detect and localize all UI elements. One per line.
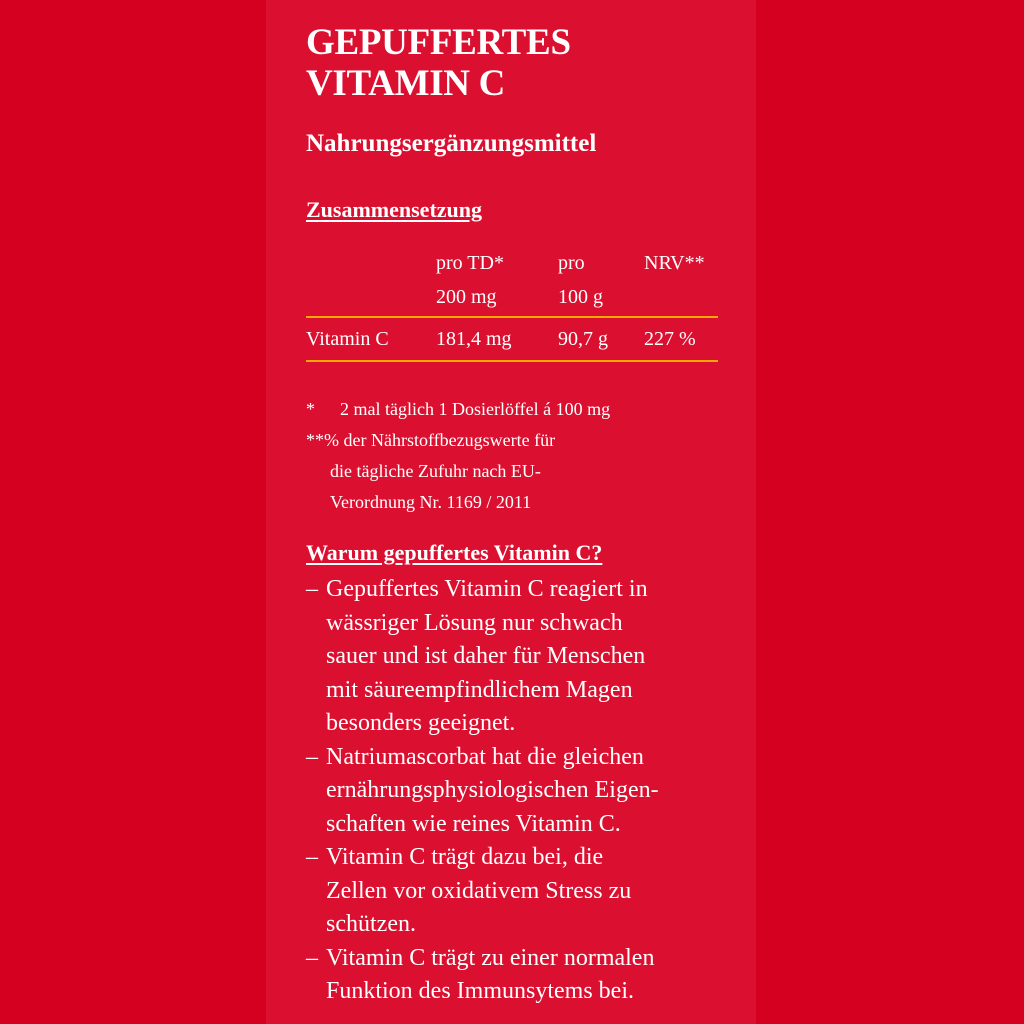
list-item (306, 942, 746, 1009)
footnote-text: die tägliche Zufuhr nach EU- (330, 461, 541, 481)
list-item-line: schaften wie reines Vitamin C. (326, 810, 621, 837)
nrv-percent: 227 % (644, 328, 696, 350)
list-item-line: ernährungsphysiologischen Eigen- (326, 777, 659, 803)
table-header (306, 246, 718, 316)
column-header-nrv: NRV** (644, 252, 705, 274)
nutrient-name: Vitamin C (306, 328, 389, 350)
list-item-line: Zellen vor oxidativem Stress zu (326, 877, 632, 904)
list-item-line: mit säureempfindlichem Magen (326, 676, 633, 703)
bullet-dash: – (306, 743, 318, 770)
composition-heading: Zusammensetzung (306, 197, 483, 222)
amount-per-td: 181,4 mg (436, 328, 512, 350)
title-line: GEPUFFERTES (306, 22, 571, 63)
table-rule-bottom (306, 360, 718, 362)
product-title (306, 22, 746, 104)
title-line: VITAMIN C (306, 63, 506, 104)
list-item-line: wässriger Lösung nur schwach (326, 609, 623, 636)
list-item (306, 573, 746, 741)
list-item-line: Vitamin C trägt zu einer normalen (326, 944, 655, 971)
list-item-line: Funktion des Immunsytems bei. (326, 978, 634, 1004)
footnote (306, 425, 746, 456)
benefit-list (306, 573, 746, 1009)
table-row (306, 318, 718, 360)
list-item-line: sauer und ist daher für Menschen (326, 643, 646, 669)
column-header-per-100g: pro 100 g (558, 252, 603, 308)
composition-table (306, 246, 718, 362)
footnotes (306, 394, 746, 518)
footnote-text: 2 mal täglich 1 Dosierlöffel á 100 mg (340, 399, 611, 419)
list-item (306, 841, 746, 942)
list-item-line: Gepuffertes Vitamin C reagiert in (326, 576, 648, 602)
product-subtitle: Nahrungsergänzungsmittel (306, 130, 597, 157)
footnote-mark: ** (306, 430, 324, 450)
footnote-text: Verordnung Nr. 1169 / 2011 (330, 492, 532, 512)
bullet-dash: – (306, 576, 318, 602)
list-item (306, 741, 746, 842)
footnote-text: % der Nährstoffbezugswerte für (324, 430, 556, 450)
amount-per-100g: 90,7 g (558, 328, 608, 350)
bullet-dash: – (306, 944, 318, 971)
list-item-line: Natriumascorbat hat die gleichen (326, 743, 644, 770)
list-item-line: Vitamin C trägt dazu bei, die (326, 844, 604, 870)
list-item-line: schützen. (326, 911, 416, 937)
footnote (306, 394, 746, 425)
bullet-dash: – (306, 844, 318, 870)
list-item-line: besonders geeignet. (326, 710, 516, 736)
column-header-per-td: pro TD* 200 mg (436, 252, 504, 308)
footnote-mark: * (306, 399, 315, 419)
why-heading: Warum gepuffertes Vitamin C? (306, 540, 603, 565)
